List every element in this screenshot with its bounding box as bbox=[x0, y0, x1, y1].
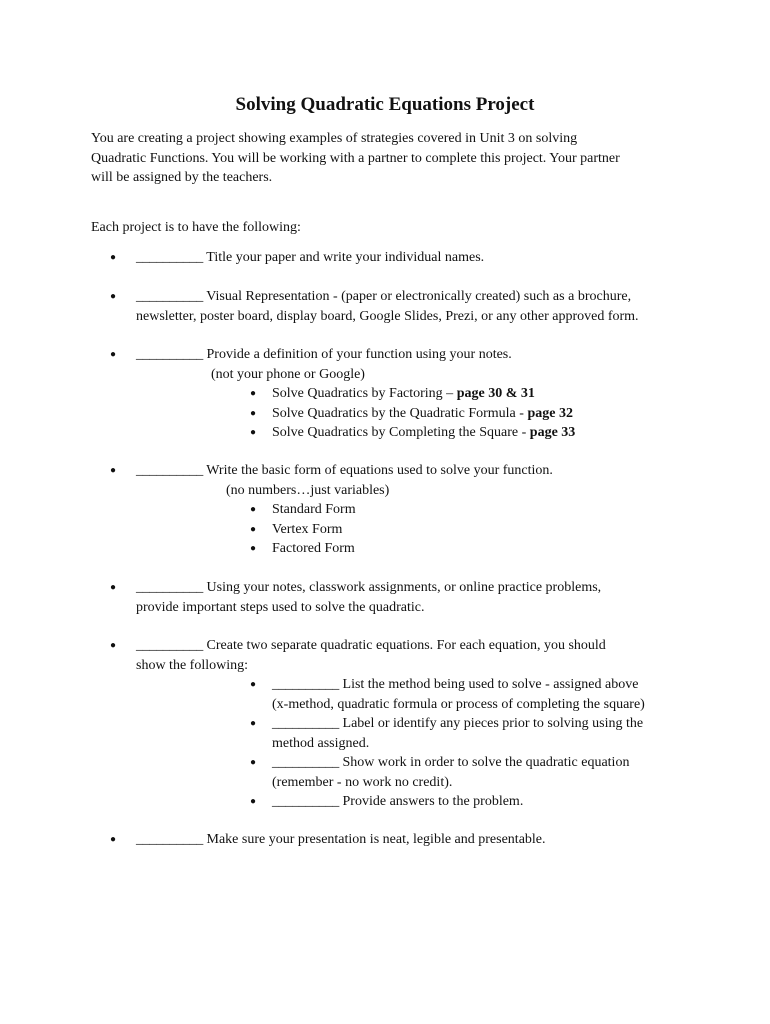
sub-item-text: Factored Form bbox=[272, 541, 355, 556]
bullet-icon: ● bbox=[250, 407, 257, 419]
bullet-icon: ● bbox=[110, 252, 117, 263]
item-text: Title your paper and write your individual names. bbox=[206, 250, 485, 265]
item-text: newsletter, poster board, display board, Google Slides, Prezi, or any other approved form. bbox=[136, 308, 639, 324]
requirement-item bbox=[91, 830, 691, 850]
requirement-item bbox=[91, 461, 691, 559]
intro-line: Quadratic Functions. You will be working with a partner to complete this project. Your partner bbox=[91, 150, 620, 166]
item-note: (no numbers…just variables) bbox=[226, 482, 390, 498]
bullet-icon: ● bbox=[250, 543, 257, 554]
bullet-icon: ● bbox=[110, 349, 117, 360]
checkoff-blank: __________ bbox=[136, 250, 204, 265]
sub-item bbox=[91, 539, 691, 559]
sub-item bbox=[91, 384, 691, 404]
sub-item bbox=[91, 714, 691, 753]
bullet-icon: ● bbox=[250, 679, 257, 690]
page-title: Solving Quadratic Equations Project bbox=[235, 94, 535, 115]
intro-line: You are creating a project showing examples of strategies covered in Unit 3 on solving bbox=[91, 131, 578, 146]
requirement-item bbox=[91, 578, 691, 617]
item-text: Using your notes, classwork assignments, or online practice problems, bbox=[206, 580, 602, 595]
checkoff-blank: __________ bbox=[272, 794, 340, 809]
page-reference: page 30 & 31 bbox=[456, 386, 535, 401]
bullet-icon: ● bbox=[250, 796, 257, 807]
sub-item bbox=[91, 753, 691, 792]
checkoff-blank: __________ bbox=[136, 463, 204, 478]
sub-item-text: Provide answers to the problem. bbox=[342, 794, 524, 809]
checkoff-blank: __________ bbox=[136, 638, 204, 653]
sub-item bbox=[91, 500, 691, 520]
checkoff-blank: __________ bbox=[136, 347, 204, 362]
bullet-icon: ● bbox=[250, 523, 257, 535]
bullet-icon: ● bbox=[110, 291, 117, 302]
bullet-icon: ● bbox=[250, 427, 257, 438]
sub-item-text: (remember - no work no credit). bbox=[272, 774, 453, 790]
item-text: Provide a definition of your function using your notes. bbox=[206, 347, 512, 362]
checkoff-blank: __________ bbox=[136, 832, 204, 847]
sub-item-text: method assigned. bbox=[272, 735, 370, 751]
checkoff-blank: __________ bbox=[272, 755, 340, 770]
sub-item-text: Solve Quadratics by Factoring – bbox=[272, 386, 457, 401]
checkoff-blank: __________ bbox=[136, 580, 204, 595]
page-reference: page 33 bbox=[529, 425, 576, 440]
bullet-icon: ● bbox=[250, 757, 257, 768]
bullet-icon: ● bbox=[250, 718, 257, 729]
sub-item-text: List the method being used to solve - assigned above bbox=[342, 677, 639, 692]
sub-item-text: Solve Quadratics by Completing the Square - bbox=[272, 425, 530, 440]
bullet-icon: ● bbox=[110, 582, 117, 593]
sub-item-text: (x-method, quadratic formula or process of completing the square) bbox=[272, 696, 645, 712]
requirement-item bbox=[91, 287, 691, 326]
item-text: show the following: bbox=[136, 657, 248, 673]
sub-item bbox=[91, 675, 691, 714]
bullet-icon: ● bbox=[110, 834, 117, 845]
sub-item bbox=[91, 520, 691, 540]
page-reference: page 32 bbox=[527, 405, 573, 421]
checkoff-blank: __________ bbox=[136, 289, 204, 304]
sub-item bbox=[91, 792, 691, 812]
requirement-item bbox=[91, 636, 691, 812]
item-note: (not your phone or Google) bbox=[211, 366, 365, 382]
item-text: Visual Representation - (paper or electronically created) such as a brochure, bbox=[206, 289, 632, 304]
sub-item bbox=[91, 423, 691, 443]
sub-item-text: Vertex Form bbox=[272, 521, 343, 537]
checkoff-blank: __________ bbox=[272, 677, 340, 692]
sub-item-text: Standard Form bbox=[272, 502, 356, 517]
requirement-item bbox=[91, 345, 691, 443]
sub-item-text: Solve Quadratics by the Quadratic Formula - bbox=[272, 405, 528, 421]
checkoff-blank: __________ bbox=[272, 716, 340, 731]
sub-item bbox=[91, 404, 691, 424]
bullet-icon: ● bbox=[250, 388, 257, 399]
item-text: Write the basic form of equations used to solve your function. bbox=[206, 463, 553, 478]
bullet-icon: ● bbox=[110, 640, 117, 651]
requirements-lead: Each project is to have the following: bbox=[91, 220, 301, 235]
item-text: Create two separate quadratic equations. For each equation, you should bbox=[206, 638, 606, 653]
sub-item-text: Show work in order to solve the quadratic equation bbox=[342, 755, 630, 770]
item-text: provide important steps used to solve the quadratic. bbox=[136, 599, 425, 615]
sub-item-text: Label or identify any pieces prior to solving using the bbox=[342, 716, 644, 731]
item-text: Make sure your presentation is neat, legible and presentable. bbox=[206, 832, 546, 847]
bullet-icon: ● bbox=[110, 465, 117, 476]
requirement-item bbox=[91, 248, 691, 268]
intro-line: will be assigned by the teachers. bbox=[91, 170, 273, 185]
bullet-icon: ● bbox=[250, 504, 257, 515]
intro-paragraph bbox=[91, 129, 691, 188]
